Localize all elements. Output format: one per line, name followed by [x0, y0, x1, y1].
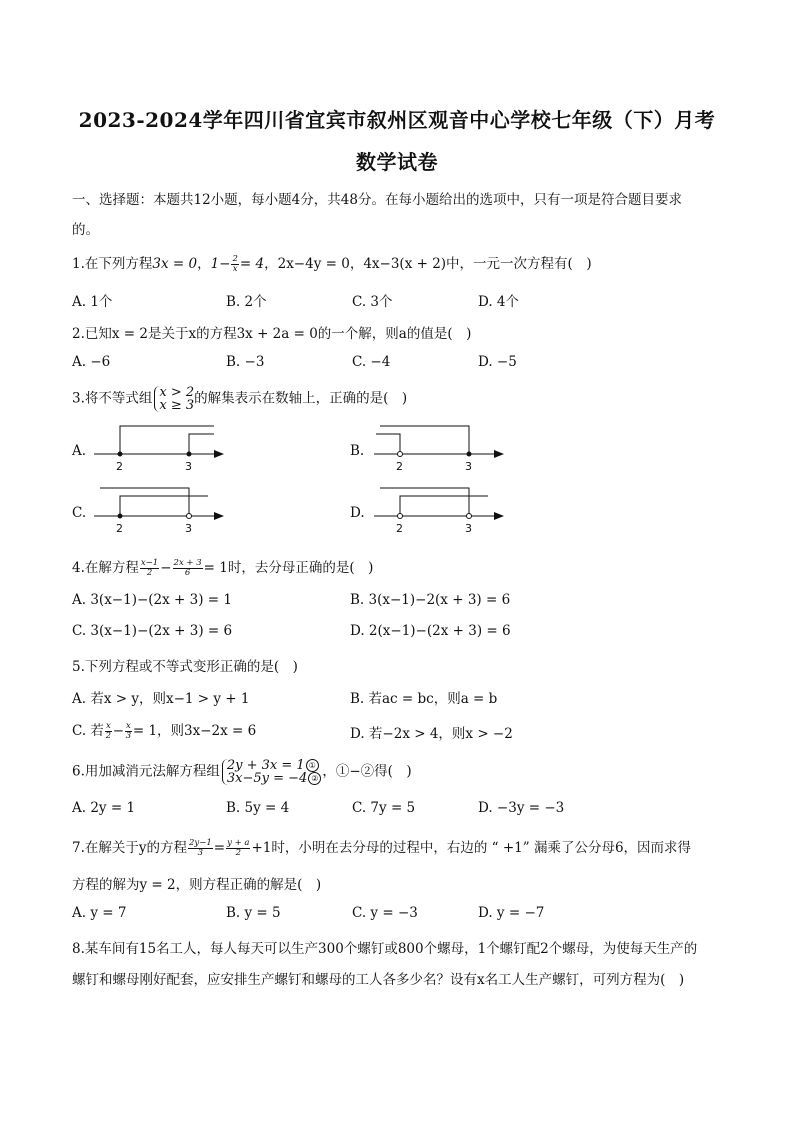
- section-header-line2: 的。: [72, 222, 99, 238]
- q3-option-c[interactable]: C.: [72, 505, 87, 521]
- q6-equation-system: [222, 759, 322, 785]
- q6-option-c[interactable]: C. 7y = 5: [352, 800, 416, 816]
- q5c-f2-den: 3: [125, 731, 132, 741]
- question-4-stem: [72, 556, 373, 578]
- q1-frac-num: 2: [232, 254, 238, 264]
- q4-option-b[interactable]: B. 3(x−1)−2(x + 3) = 6: [350, 592, 511, 608]
- q6-option-a[interactable]: A. 2y = 1: [72, 800, 136, 816]
- q3-option-a[interactable]: A.: [72, 443, 87, 459]
- tick-label-3: 3: [465, 522, 472, 532]
- q6-option-d[interactable]: D. −3y = −3: [478, 800, 565, 816]
- circled-1-mark: ①: [306, 759, 319, 772]
- solution-bracket-left: [100, 488, 189, 516]
- q1-fraction: [231, 255, 238, 274]
- point-3: [467, 452, 472, 457]
- tick-label-2: 2: [116, 460, 123, 470]
- q3-numberline-d: [370, 482, 510, 532]
- question-8-line2: 螺钉和螺母刚好配套，应安排生产螺钉和螺母的工人各多少名？设有x名工人生产螺钉，可列方程为( ): [72, 972, 685, 988]
- q5c-minus: −: [112, 723, 125, 739]
- solution-bracket-left: [380, 488, 469, 516]
- q4-option-d[interactable]: D. 2(x−1)−(2x + 3) = 6: [350, 623, 511, 639]
- axis-arrow: [214, 512, 224, 520]
- point-2: [118, 514, 123, 519]
- q1-frac-den: x: [232, 264, 238, 274]
- q5c-fraction-2: [125, 722, 132, 741]
- q6-sys-line2: 3x−5y = −4: [226, 771, 308, 786]
- page-subtitle: 数学试卷: [356, 150, 438, 174]
- q3-suffix: 的解集表示在数轴上，正确的是( ): [194, 390, 408, 407]
- q1-rest: ，2x−4y = 0，4x−3(x + 2)中，一元一次方程有( ): [264, 256, 592, 272]
- q4-suffix: = 1时，去分母正确的是( ): [203, 560, 374, 576]
- q4-prefix: 4.在解方程: [72, 560, 139, 576]
- q3-option-b[interactable]: B.: [350, 443, 365, 459]
- q3-sys-line2: x ≥ 3: [159, 398, 195, 413]
- q3-inequality-system: [154, 386, 194, 412]
- q1-prefix: 1.在下列方程: [72, 256, 153, 272]
- q4-f1-den: 2: [146, 568, 153, 578]
- circled-2-mark: ②: [308, 772, 321, 785]
- q5c-fraction-1: [105, 722, 112, 741]
- point-2: [398, 452, 403, 457]
- q7-f1-num: 2y−1: [189, 838, 212, 848]
- question-1-stem: [72, 252, 592, 274]
- q7-fraction-2: [226, 839, 250, 858]
- point-3: [187, 514, 192, 519]
- solution-bracket-x-ge-3: [189, 434, 214, 454]
- question-2-stem: 2.已知x = 2是关于x的方程3x + 2a = 0的一个解，则a的值是( ): [72, 326, 472, 342]
- q6-suffix: ，①−②得( ): [322, 763, 412, 780]
- tick-label-2: 2: [396, 522, 403, 532]
- point-2: [118, 452, 123, 457]
- tick-label-3: 3: [465, 460, 472, 470]
- q7-f2-den: 2: [235, 848, 241, 858]
- q7-f1-den: 3: [197, 848, 204, 858]
- q1-option-b[interactable]: B. 2个: [226, 294, 267, 310]
- tick-label-3: 3: [185, 460, 192, 470]
- q4-f2-num: 2x + 3: [173, 558, 202, 568]
- axis-arrow: [214, 450, 224, 458]
- q1-option-d[interactable]: D. 4个: [478, 294, 520, 310]
- q5c-prefix: C. 若: [72, 723, 104, 739]
- q5c-suffix: = 1，则3x−2x = 6: [132, 723, 257, 739]
- axis-arrow: [494, 512, 504, 520]
- q5c-f2-num: x: [126, 721, 131, 731]
- question-6-stem: [72, 759, 412, 785]
- q3-prefix: 3.将不等式组: [72, 390, 153, 407]
- q5c-f1-den: 2: [105, 731, 112, 741]
- point-3: [467, 514, 472, 519]
- point-3: [187, 452, 192, 457]
- q2-option-b[interactable]: B. −3: [226, 354, 265, 370]
- q1-sep: ，: [197, 256, 211, 272]
- q6-prefix: 6.用加减消元法解方程组: [72, 763, 220, 780]
- q7-suffix: +1时，小明在去分母的过程中，右边的 “ +1” 漏乘了公分母6，因而求得: [251, 840, 692, 856]
- question-7-stem: [72, 836, 691, 858]
- q7-prefix: 7.在解关于y的方程: [72, 840, 188, 856]
- q6-sys-line1: 2y + 3x = 1: [226, 758, 305, 773]
- q3-numberline-c: [90, 482, 230, 532]
- q1-eq2a: 1−: [210, 256, 231, 272]
- question-8-line1: 8.某车间有15名工人，每人每天可以生产300个螺钉或800个螺母，1个螺钉配2个螺母，为使每天生产的: [72, 941, 698, 957]
- q4-option-a[interactable]: A. 3(x−1)−(2x + 3) = 1: [72, 592, 232, 608]
- q6-option-b[interactable]: B. 5y = 4: [226, 800, 290, 816]
- q4-option-c[interactable]: C. 3(x−1)−(2x + 3) = 6: [72, 623, 233, 639]
- tick-label-2: 2: [116, 522, 123, 532]
- q5-option-c[interactable]: [72, 719, 256, 741]
- q5c-f1-num: x: [105, 721, 111, 731]
- question-3-stem: [72, 386, 407, 412]
- axis-arrow: [494, 450, 504, 458]
- question-5-stem: 5.下列方程或不等式变形正确的是( ): [72, 659, 298, 675]
- q4-minus: −: [160, 560, 172, 576]
- q2-option-a[interactable]: A. −6: [72, 354, 111, 370]
- q2-option-d[interactable]: D. −5: [478, 354, 517, 370]
- solution-bracket-right: [400, 496, 488, 516]
- q5-option-a[interactable]: A. 若x > y，则x−1 > y + 1: [72, 691, 250, 707]
- q2-option-c[interactable]: C. −4: [352, 354, 391, 370]
- q1-option-a[interactable]: A. 1个: [72, 294, 113, 310]
- tick-label-2: 2: [396, 460, 403, 470]
- q5-option-d[interactable]: D. 若−2x > 4，则x > −2: [350, 726, 513, 742]
- q4-fraction-1: [140, 559, 159, 578]
- q4-f2-den: 6: [184, 568, 191, 578]
- question-7-line2: 方程的解为y = 2，则方程正确的解是( ): [72, 877, 322, 893]
- q4-fraction-2: [173, 559, 203, 578]
- q4-f1-num: x−1: [140, 558, 159, 568]
- q7-f2-num: y + a: [227, 838, 250, 848]
- q1-option-c[interactable]: C. 3个: [352, 294, 393, 310]
- q7-option-c[interactable]: C. y = −3: [352, 905, 418, 921]
- solution-bracket-left-2: [380, 426, 469, 454]
- q3-option-d[interactable]: D.: [350, 505, 365, 521]
- solution-bracket-x-gt-2: [120, 426, 214, 454]
- q7-fraction-1: [188, 839, 213, 858]
- q7-option-a[interactable]: A. y = 7: [72, 905, 127, 921]
- solution-bracket-left: [376, 434, 400, 454]
- q3-sys-line1: x > 2: [159, 385, 195, 400]
- section-header-line1: 一、选择题：本题共12小题，每小题4分，共48分。在每小题给出的选项中，只有一项是符合题目要求: [72, 192, 682, 208]
- solution-bracket-right: [120, 496, 208, 516]
- page-title: 2023-2024学年四川省宜宾市叙州区观音中心学校七年级（下）月考: [78, 108, 716, 132]
- q7-option-b[interactable]: B. y = 5: [226, 905, 281, 921]
- q1-eq1: 3x = 0: [152, 256, 198, 272]
- q5-option-b[interactable]: B. 若ac = bc，则a = b: [350, 691, 498, 707]
- q7-equals: =: [213, 840, 226, 856]
- q1-eq2b: = 4: [239, 256, 265, 272]
- point-2: [398, 514, 403, 519]
- q7-option-d[interactable]: D. y = −7: [478, 905, 545, 921]
- q3-numberline-a: [90, 420, 230, 470]
- q3-numberline-b: [370, 420, 510, 470]
- tick-label-3: 3: [185, 522, 192, 532]
